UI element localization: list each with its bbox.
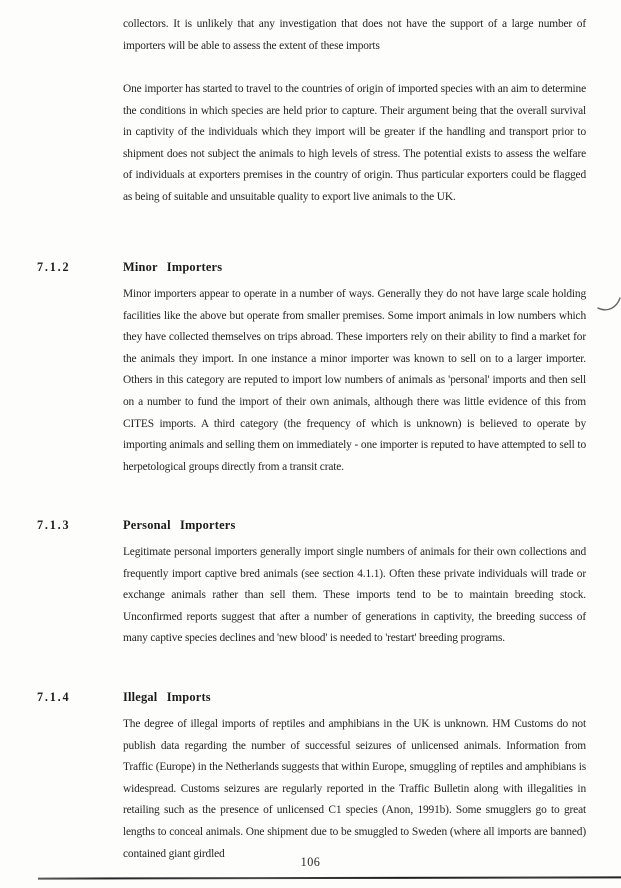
section-title-personal-importers: Personal Importers — [123, 518, 236, 532]
paragraph-intro-continuation: collectors. It is unlikely that any investigation that does not have the support of a large number of importers will be able to assess the extent of these imports — [123, 18, 586, 52]
section-body-illegal-imports: The degree of illegal imports of reptiles and amphibians in the UK is unknown. HM Customs do not publish data regarding the number of successful seizures of unlicensed animals. Information from Traffic (Europe) in the Netherlands suggests that within Europe, smuggling of reptiles and amphibians is widespread. Customs seizures are regularly reported in the Traffic Bulletin along with illegalities in retailing such as the presence of unlicensed C1 species (Anon, 1991b). Some smugglers go to great lengths to conceal animals. One shipment due to be smuggled to Sweden (where all imports are banned) contained giant girdled — [123, 718, 586, 860]
section-number-7-1-3: 7.1.3 — [37, 518, 71, 532]
page-number: 106 — [300, 855, 321, 869]
section-body-minor-importers: Minor importers appear to operate in a number of ways. Generally they do not have large scale holding facilities like the above but operate from smaller premises. Some import animals in low numbers which they have collected themselves on trips abroad. These importers rely on their ability to find a market for the animals they import. In one instance a minor importer was known to sell on to a larger importer. Others in this category are reputed to import low numbers of animals as 'personal' imports and then sell on a number to fund the import of their own animals, although there was little evidence of this from CITES imports. A third category (the frequency of which is unknown) is believed to operate by importing animals and selling them on immediately - one importer is reputed to have attempted to sell to herpetological groups directly from a transit crate. — [123, 288, 586, 473]
paragraph-importer-travel: One importer has started to travel to the countries of origin of imported species with an aim to determine the conditions in which species are held prior to capture. Their argument being that the overall survival in captivity of the individuals which they import will be greater if the handling and transport prior to shipment does not subject the animals to high levels of stress. The potential exists to assess the welfare of individuals at exporters premises in the country of origin. Thus particular exporters could be flagged as being of suitable and unsuitable quality to export live animals to the UK. — [123, 83, 586, 203]
pen-mark-icon — [597, 296, 621, 318]
bottom-rule-line — [38, 876, 621, 879]
section-body-personal-importers: Legitimate personal importers generally import single numbers of animals for their own collections and frequently import captive bred animals (see section 4.1.1). Often these private individuals will trade or exchange animals rather than sell them. These imports tend to be to maintain breeding stock. Unconfirmed reports suggest that after a number of generations in captivity, the breeding success of many captive species declines and 'new blood' is needed to 'restart' breeding programs. — [123, 546, 586, 645]
section-number-7-1-2: 7.1.2 — [37, 260, 71, 274]
section-number-7-1-4: 7.1.4 — [37, 690, 71, 704]
section-title-minor-importers: Minor Importers — [123, 260, 223, 274]
section-title-illegal-imports: Illegal Imports — [123, 690, 211, 704]
